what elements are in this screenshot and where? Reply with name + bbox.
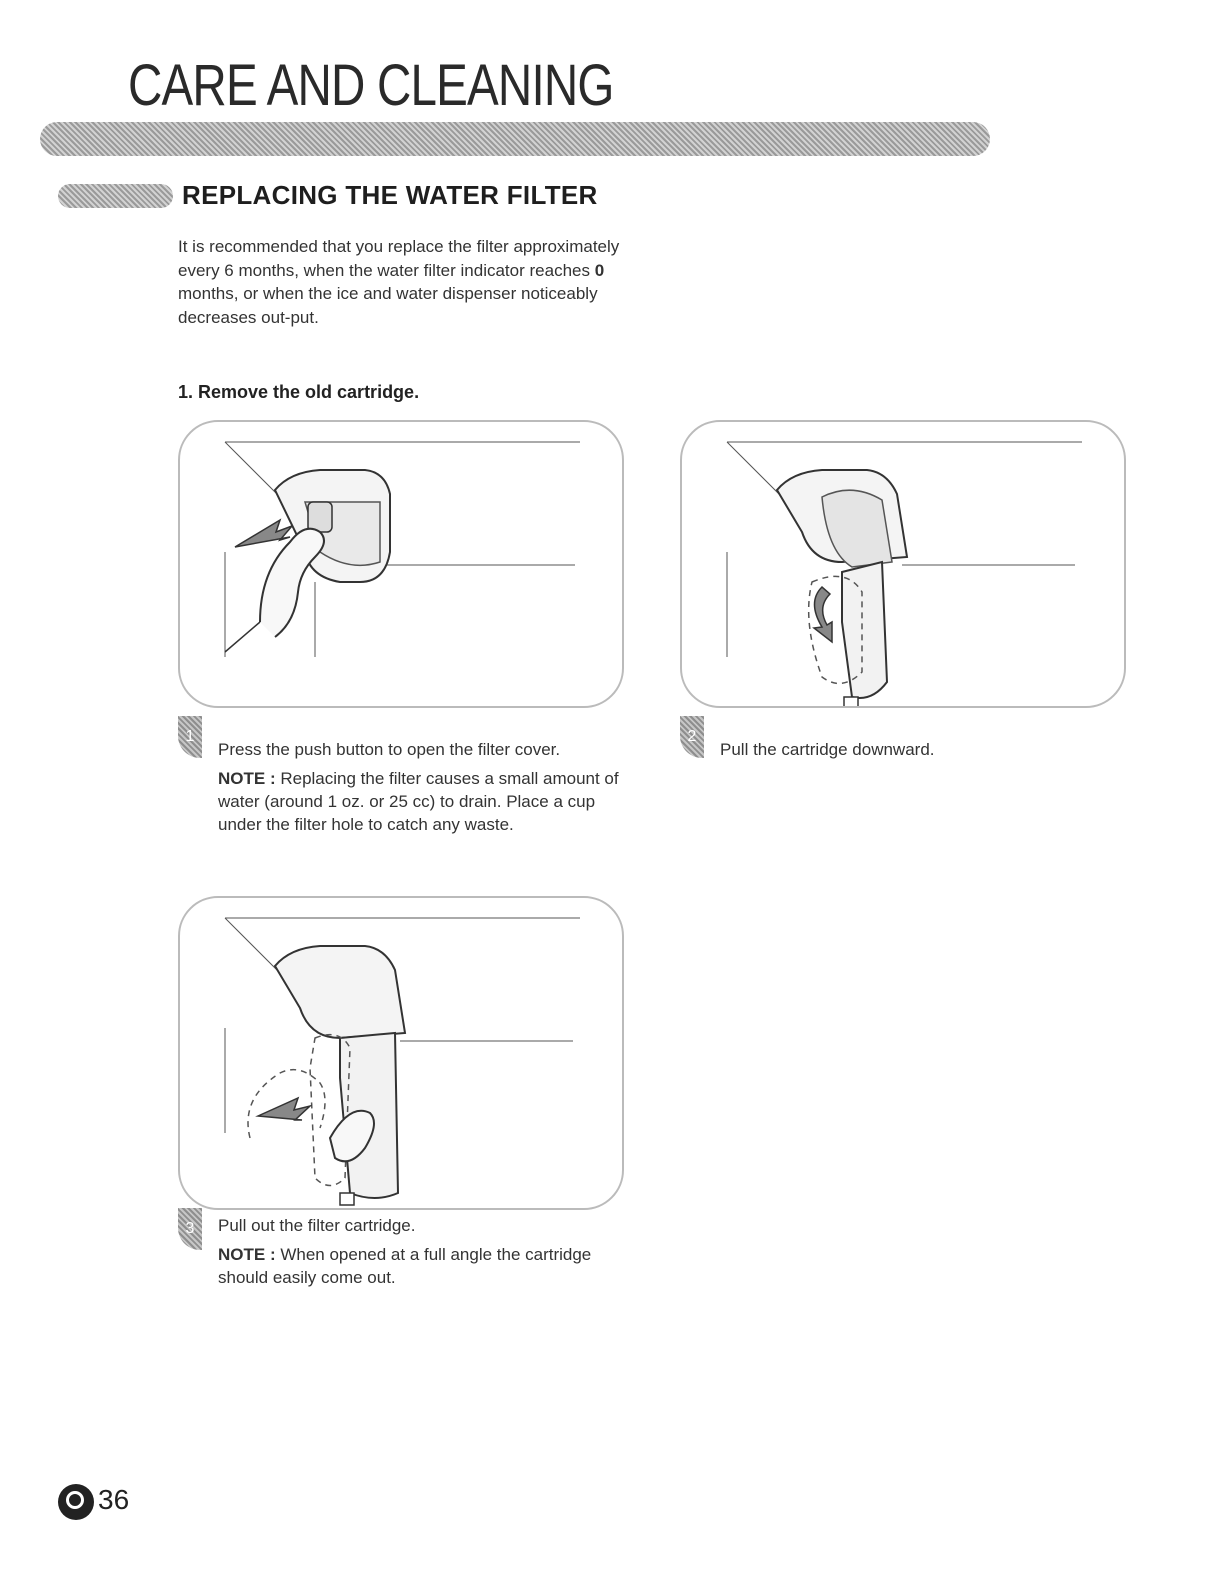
step-badge-1: 1 [178, 716, 202, 758]
chapter-divider-bar [40, 122, 990, 156]
step-1-note-text: Replacing the filter causes a small amount of water (around 1 oz. or 25 cc) to drain. Place a cup under the filter hole to catch any waste. [218, 769, 619, 834]
step-heading: 1. Remove the old cartridge. [178, 382, 420, 402]
chapter-title: CARE AND CLEANING [128, 53, 614, 118]
intro-bold-value: 0 [594, 260, 605, 280]
step-3-note-text: When opened at a full angle the cartridge should easily come out. [218, 1245, 592, 1287]
intro-text-1: It is recommended that you replace the filter approximately every 6 months, when the water filter indicator reaches [178, 237, 620, 280]
step-1-caption-block [218, 738, 638, 836]
illustration-panel-1 [178, 420, 624, 708]
pull-cartridge-downward-illustration [682, 422, 1124, 706]
step-badge-3: 3 [178, 1208, 202, 1250]
lg-logo-icon [58, 1484, 94, 1520]
step-2-caption-block [720, 738, 1140, 761]
step-2-caption: Pull the cartridge downward. [720, 740, 935, 759]
section-marker [58, 184, 173, 208]
page-number: 36 [98, 1484, 130, 1515]
intro-paragraph [178, 235, 658, 329]
pull-out-cartridge-illustration [180, 898, 622, 1208]
press-button-illustration [180, 422, 622, 706]
step-3-caption: Pull out the filter cartridge. [218, 1216, 416, 1235]
step-1-note [218, 767, 638, 836]
step-3-caption-block [218, 1214, 638, 1289]
step-3-note-label: NOTE : [218, 1245, 276, 1264]
step-3-note [218, 1243, 638, 1289]
section-title: REPLACING THE WATER FILTER [182, 180, 598, 210]
illustration-panel-3 [178, 896, 624, 1210]
intro-text-2: months, or when the ice and water dispenser noticeably decreases out-put. [178, 284, 598, 327]
step-1-caption: Press the push button to open the filter cover. [218, 740, 561, 759]
illustration-panel-2 [680, 420, 1126, 708]
step-1-note-label: NOTE : [218, 769, 276, 788]
step-badge-2: 2 [680, 716, 704, 758]
